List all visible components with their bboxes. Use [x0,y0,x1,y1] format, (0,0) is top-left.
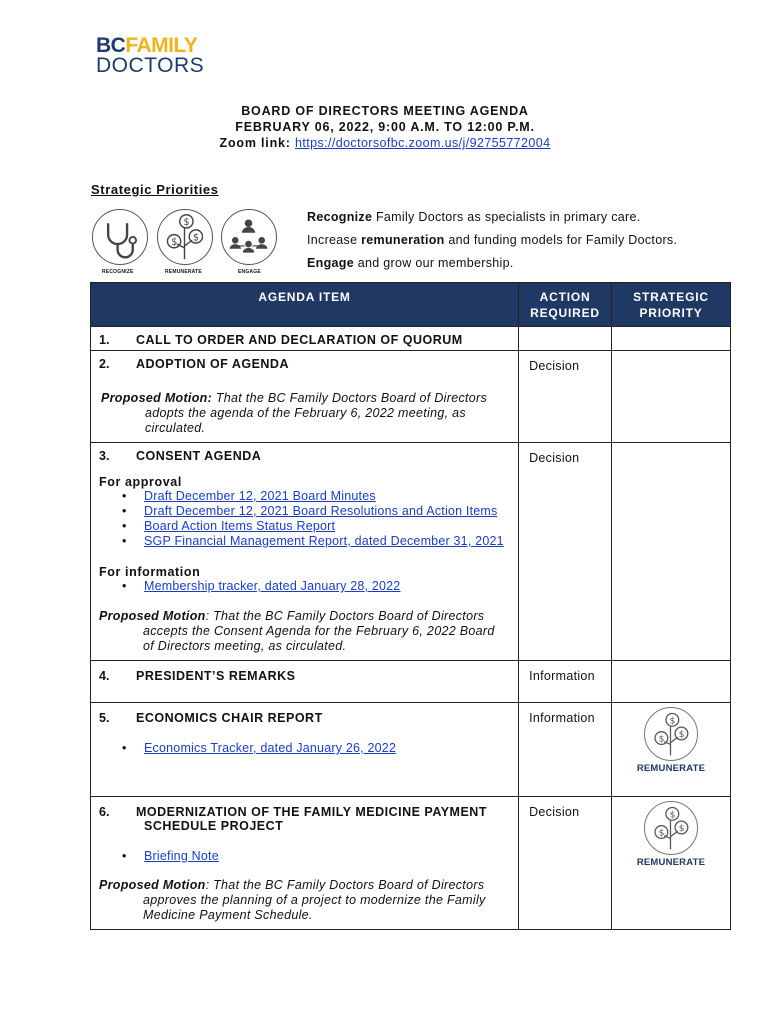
priority-label: REMUNERATE [636,857,706,868]
table-header-row [91,283,731,327]
meeting-date: FEBRUARY 06, 2022, 9:00 A.M. TO 12:00 P.M. [235,120,535,134]
item-title: MODERNIZATION OF THE FAMILY MEDICINE PAYMENT [136,805,487,819]
for-information-label: For information [99,565,201,579]
zoom-link[interactable]: https://doctorsofbc.zoom.us/j/92755772004 [295,136,551,150]
bcfd-logo [96,34,206,80]
priority-recognize: Recognize Family Doctors as specialists in primary care. [307,210,641,224]
svg-text:$: $ [193,232,200,244]
doc-link[interactable]: Draft December 12, 2021 Board Resolutions and Action Items [144,504,498,518]
logo-bc: BC [96,34,126,57]
doc-link[interactable]: Membership tracker, dated January 28, 2022 [144,579,401,593]
svg-text:$: $ [678,730,685,741]
proposed-motion: Proposed Motion: That the BC Family Doctors Board of Directors approves the planning of a project to modernize the Family Medicine Payment Schedule. [99,878,486,922]
proposed-motion: Proposed Motion: That the BC Family Doctors Board of Directors adopts the agenda of the February 6, 2022 meeting, as circulated. [101,391,488,435]
strategic-priorities-title: Strategic Priorities [91,182,219,197]
action-required: Information [519,703,612,797]
svg-text:$: $ [669,716,676,727]
table-row: 3. CONSENT AGENDA For approval • Draft December 12, 2021 Board Minutes • Draft December 12, 2021 Board Resolutions and Action Items • Board Action Items Status Report • SGP Financial Management Report, dated December 31, 2021 For information • Membership tracker, dated January 28, 2022 Proposed Motion: That the BC Family Doctors Board of Directors accepts the Consent Agenda for the February 6, 2022 Board of Directors meeting, as circulated. Decision [91,443,731,661]
action-required: Decision [519,797,612,930]
doc-link[interactable]: Economics Tracker, dated January 26, 2022 [144,741,397,755]
action-required: Information [519,661,612,703]
doc-link[interactable]: Board Action Items Status Report [144,519,336,533]
header-strategic-priority: STRATEGIC PRIORITY [611,283,730,327]
logo-doctors: DOCTORS [96,54,205,77]
zoom-label: Zoom link: [219,136,295,150]
agenda-table [90,282,731,930]
logo-family: FAMILY [125,34,198,57]
table-row: 2. ADOPTION OF AGENDA Proposed Motion: That the BC Family Doctors Board of Directors adopts the agenda of the February 6, 2022 meeting, as circulated. Decision [91,351,731,443]
proposed-motion: Proposed Motion: That the BC Family Doctors Board of Directors accepts the Consent Agenda for the February 6, 2022 Board of Directors meeting, as circulated. [99,609,495,653]
svg-text:$: $ [678,824,685,835]
priority-icons [90,205,290,277]
priority-label: REMUNERATE [636,763,706,774]
priority-engage: Engage and grow our membership. [307,256,514,270]
icon-label-remunerate: REMUNERATE [165,269,202,275]
svg-text:$: $ [658,828,665,839]
svg-text:$: $ [171,237,178,249]
svg-text:$: $ [658,734,665,745]
item-title: PRESIDENT’S REMARKS [136,669,296,683]
priority-remuneration: Increase remuneration and funding models for Family Doctors. [307,233,678,247]
doc-link[interactable]: SGP Financial Management Report, dated December 31, 2021 [144,534,504,548]
item-title: CONSENT AGENDA [136,449,262,463]
svg-text:$: $ [669,810,676,821]
table-row: 4. PRESIDENT’S REMARKS Information [91,661,731,703]
zoom-line [0,135,770,151]
doc-link[interactable]: Draft December 12, 2021 Board Minutes [144,489,376,503]
icon-label-engage: ENGAGE [238,269,261,275]
header-action-required: ACTION REQUIRED [519,283,612,327]
header-agenda-item: AGENDA ITEM [91,283,519,327]
remunerate-badge [612,703,730,783]
item-title: ECONOMICS CHAIR REPORT [136,711,323,725]
money-icon [644,801,698,855]
approval-list [91,489,518,549]
table-row: 5. ECONOMICS CHAIR REPORT • Economics Tracker, dated January 26, 2022 Information $ $ $ REMUNERATE [91,703,731,797]
table-row: 6. MODERNIZATION OF THE FAMILY MEDICINE PAYMENT SCHEDULE PROJECT • Briefing Note Proposed Motion: That the BC Family Doctors Board of Directors approves the planning of a project to modernize the Family Medicine Payment Schedule. Decision $ $ $ REMUNERATE [91,797,731,930]
money-icon [157,209,213,265]
agenda-header [0,103,770,151]
icon-label-recognize: RECOGNIZE [102,269,134,275]
stethoscope-icon [92,209,148,265]
for-approval-label: For approval [99,475,182,489]
table-row: 1. CALL TO ORDER AND DECLARATION OF QUORUM [91,327,731,351]
item-title: CALL TO ORDER AND DECLARATION OF QUORUM [136,333,463,347]
svg-text:$: $ [183,217,190,229]
information-list [91,579,518,594]
money-icon [644,707,698,761]
action-required: Decision [519,443,612,661]
item-title: ADOPTION OF AGENDA [136,357,289,371]
agenda-title: BOARD OF DIRECTORS MEETING AGENDA [241,104,529,118]
people-network-icon [221,209,277,265]
priority-statements [307,206,677,275]
action-required: Decision [519,351,612,443]
remunerate-badge [612,797,730,877]
doc-link[interactable]: Briefing Note [144,849,219,863]
